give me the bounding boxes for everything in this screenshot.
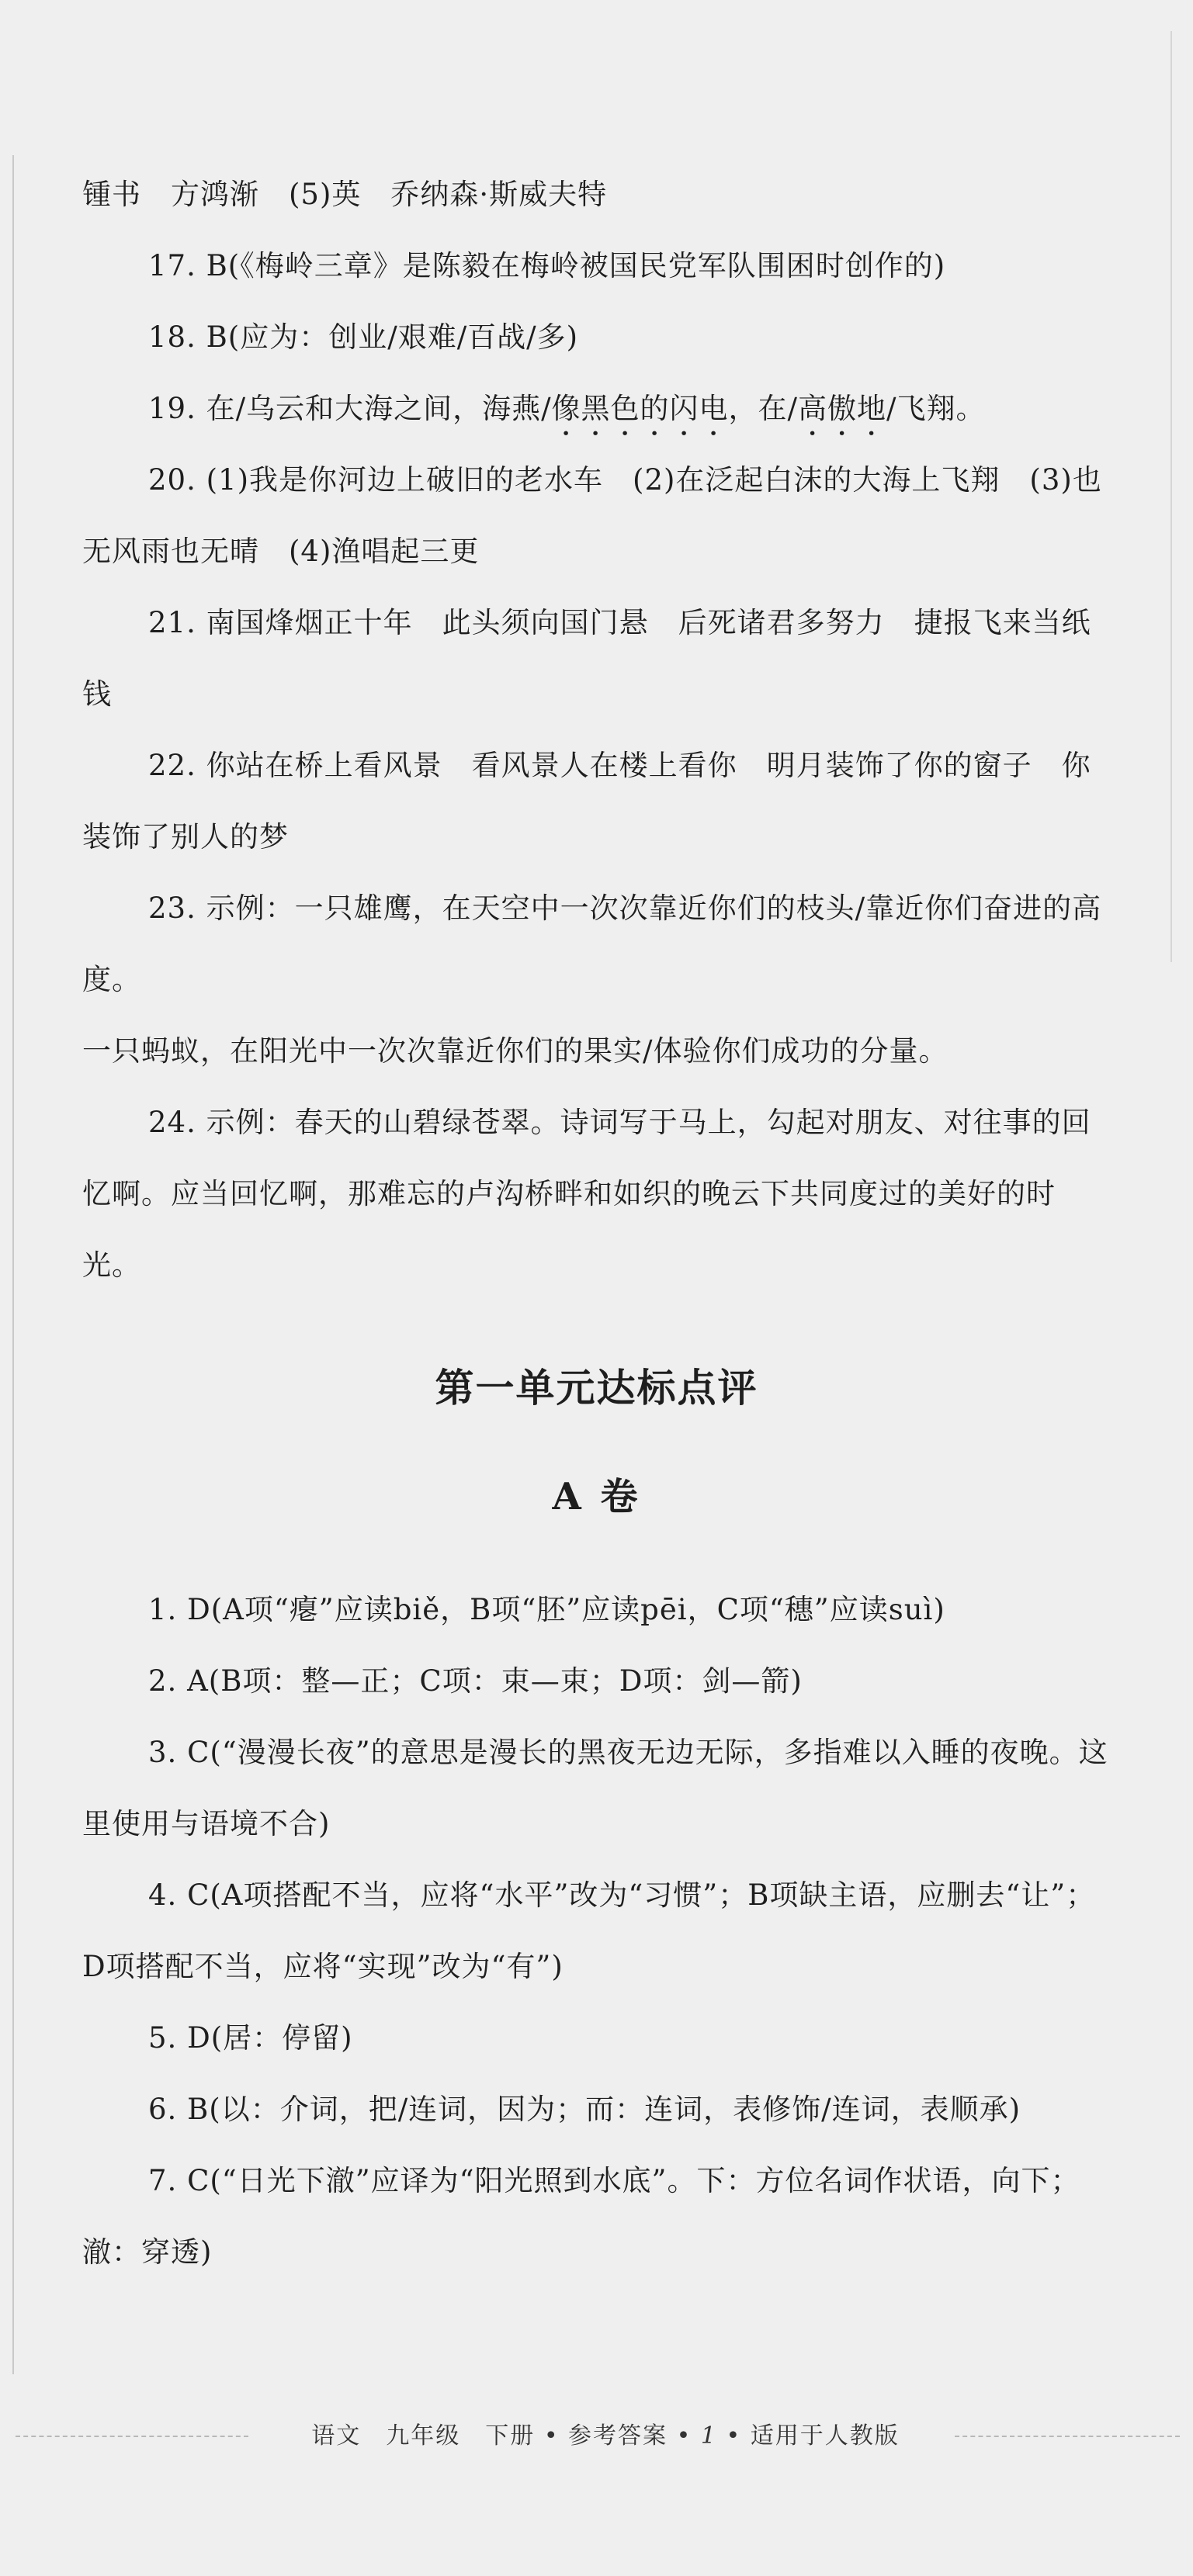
answer-a7: 7. C(“日光下澈”应译为“阳光照到水底”。下：方位名词作状语，向下；澈：穿透) bbox=[82, 2164, 1080, 2269]
answer-24: 24. 示例：春天的山碧绿苍翠。诗词写于马上，勾起对朋友、对往事的回忆啊。应当回忆啊，那难忘的卢沟桥畔和如织的晚云下共同度过的美好的时光。 bbox=[82, 1106, 1091, 1282]
footer-divider-left bbox=[16, 2436, 248, 2437]
footer-left-text: 语文 九年级 下册 • 参考答案 • bbox=[311, 2422, 692, 2450]
footer-text bbox=[264, 2417, 947, 2456]
footer-divider-right bbox=[955, 2436, 1180, 2437]
unit-title: 第一单元达标点评 bbox=[435, 1366, 758, 1411]
answer-19-emphasis-a: 像黑色的闪电 bbox=[551, 392, 729, 425]
answer-17: 17. B(《梅岭三章》是陈毅在梅岭被国民党军队围困时创作的) bbox=[148, 249, 946, 282]
answer-23-continuation: 一只蚂蚁，在阳光中一次次靠近你们的果实/体验你们成功的分量。 bbox=[82, 1034, 949, 1068]
answer-a3: 3. C(“漫漫长夜”的意思是漫长的黑夜无边无际，多指难以入睡的夜晚。这里使用与语境不合) bbox=[82, 1736, 1108, 1840]
answer-20: 20. (1)我是你河边上破旧的老水车 (2)在泛起白沫的大海上飞翔 (3)也无风雨也无晴 (4)渔唱起三更 bbox=[82, 463, 1102, 568]
page-number: 1 bbox=[700, 2422, 717, 2450]
right-margin-rule bbox=[1170, 31, 1172, 962]
answer-19-part: /飞翔。 bbox=[886, 392, 986, 425]
left-margin-rule bbox=[12, 155, 14, 2374]
answer-21: 21. 南国烽烟正十年 此头须向国门悬 后死诸君多努力 捷报飞来当纸钱 bbox=[82, 606, 1091, 711]
answer-22: 22. 你站在桥上看风景 看风景人在楼上看你 明月装饰了你的窗子 你装饰了别人的梦 bbox=[82, 749, 1091, 853]
answer-18: 18. B(应为：创业/艰难/百战/多) bbox=[148, 320, 579, 354]
answer-19-part: 19. 在/乌云和大海之间，海燕/ bbox=[148, 392, 552, 425]
answer-a5: 5. D(居：停留) bbox=[148, 2021, 353, 2055]
section-title: A 卷 bbox=[552, 1475, 641, 1518]
page-footer bbox=[0, 2417, 1193, 2456]
answer-a6: 6. B(以：介词，把/连词，因为；而：连词，表修饰/连词，表顺承) bbox=[148, 2093, 1021, 2126]
answer-a1: 1. D(A项“瘪”应读biě，B项“胚”应读pēi，C项“穗”应读suì) bbox=[148, 1593, 945, 1626]
page-content bbox=[82, 159, 1111, 2288]
answer-19-emphasis-b: 高傲地 bbox=[798, 392, 887, 425]
answer-a4: 4. C(A项搭配不当，应将“水平”改为“习惯”；B项缺主语，应删去“让”；D项搭配不当，应将“实现”改为“有”) bbox=[82, 1878, 1096, 1983]
answer-19-part: ，在/ bbox=[728, 392, 799, 425]
footer-right-text: • 适用于人教版 bbox=[726, 2422, 900, 2450]
answer-a2: 2. A(B项：整—正；C项：束—束；D项：剑—箭) bbox=[148, 1664, 803, 1698]
answer-19 bbox=[82, 373, 1111, 445]
answer-16-continuation: 锺书 方鸿渐 (5)英 乔纳森·斯威夫特 bbox=[82, 178, 608, 211]
answer-23: 23. 示例：一只雄鹰，在天空中一次次靠近你们的枝头/靠近你们奋进的高度。 bbox=[82, 892, 1102, 996]
